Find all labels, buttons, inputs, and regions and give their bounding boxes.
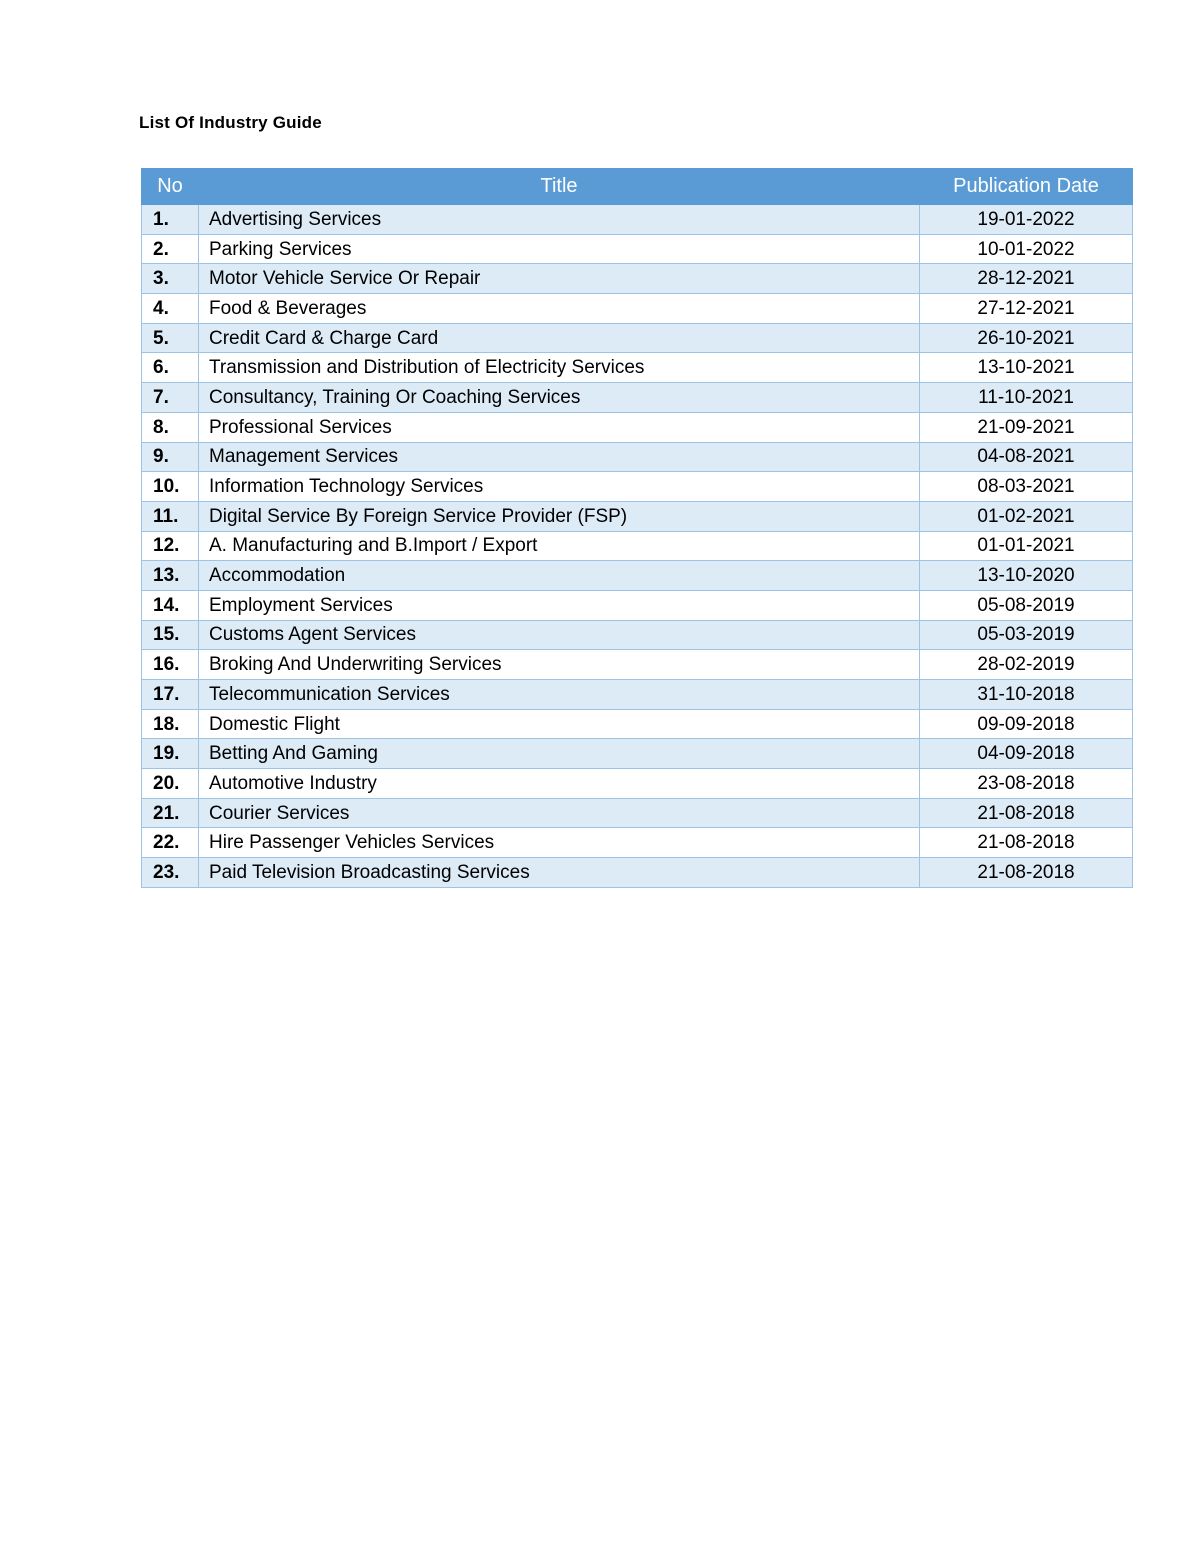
- row-title: Accommodation: [199, 561, 920, 591]
- row-publication-date: 08-03-2021: [920, 472, 1133, 502]
- table-row: [142, 680, 1133, 710]
- table-row: [142, 828, 1133, 858]
- row-number: 6.: [142, 353, 199, 383]
- row-publication-date: 28-02-2019: [920, 650, 1133, 680]
- table-row: [142, 531, 1133, 561]
- row-number: 3.: [142, 264, 199, 294]
- row-publication-date: 01-02-2021: [920, 501, 1133, 531]
- row-publication-date: 19-01-2022: [920, 205, 1133, 235]
- table-row: [142, 205, 1133, 235]
- header-publication-date: Publication Date: [920, 169, 1133, 205]
- document-title: List Of Industry Guide: [139, 113, 322, 132]
- table-row: [142, 412, 1133, 442]
- row-title: Automotive Industry: [199, 769, 920, 799]
- row-number: 9.: [142, 442, 199, 472]
- row-title: Courier Services: [199, 798, 920, 828]
- table-row: [142, 858, 1133, 888]
- table-row: [142, 353, 1133, 383]
- row-publication-date: 04-09-2018: [920, 739, 1133, 769]
- row-title: Betting And Gaming: [199, 739, 920, 769]
- row-title: Broking And Underwriting Services: [199, 650, 920, 680]
- row-publication-date: 31-10-2018: [920, 680, 1133, 710]
- row-publication-date: 13-10-2020: [920, 561, 1133, 591]
- row-title: Advertising Services: [199, 205, 920, 235]
- table-row: [142, 590, 1133, 620]
- table-row: [142, 798, 1133, 828]
- row-title: Professional Services: [199, 412, 920, 442]
- row-number: 21.: [142, 798, 199, 828]
- table-row: [142, 561, 1133, 591]
- table-row: [142, 472, 1133, 502]
- row-publication-date: 21-08-2018: [920, 858, 1133, 888]
- table-row: [142, 234, 1133, 264]
- table-row: [142, 739, 1133, 769]
- row-number: 4.: [142, 294, 199, 324]
- row-publication-date: 10-01-2022: [920, 234, 1133, 264]
- row-number: 18.: [142, 709, 199, 739]
- table-body: [142, 205, 1133, 888]
- row-publication-date: 21-08-2018: [920, 798, 1133, 828]
- row-publication-date: 27-12-2021: [920, 294, 1133, 324]
- row-number: 8.: [142, 412, 199, 442]
- row-number: 7.: [142, 383, 199, 413]
- row-number: 5.: [142, 323, 199, 353]
- row-publication-date: 05-03-2019: [920, 620, 1133, 650]
- row-title: Consultancy, Training Or Coaching Services: [199, 383, 920, 413]
- table-row: [142, 264, 1133, 294]
- row-title: Digital Service By Foreign Service Provider (FSP): [199, 501, 920, 531]
- row-title: Customs Agent Services: [199, 620, 920, 650]
- row-publication-date: 21-09-2021: [920, 412, 1133, 442]
- row-title: Hire Passenger Vehicles Services: [199, 828, 920, 858]
- header-no: No: [142, 169, 199, 205]
- row-title: Food & Beverages: [199, 294, 920, 324]
- table-header-row: [142, 169, 1133, 205]
- row-publication-date: 11-10-2021: [920, 383, 1133, 413]
- row-number: 16.: [142, 650, 199, 680]
- row-title: Information Technology Services: [199, 472, 920, 502]
- row-publication-date: 13-10-2021: [920, 353, 1133, 383]
- table-row: [142, 442, 1133, 472]
- row-number: 1.: [142, 205, 199, 235]
- table-row: [142, 294, 1133, 324]
- row-number: 13.: [142, 561, 199, 591]
- row-number: 17.: [142, 680, 199, 710]
- row-publication-date: 28-12-2021: [920, 264, 1133, 294]
- row-title: Transmission and Distribution of Electricity Services: [199, 353, 920, 383]
- row-title: Parking Services: [199, 234, 920, 264]
- row-number: 11.: [142, 501, 199, 531]
- table-row: [142, 323, 1133, 353]
- header-title: Title: [199, 169, 920, 205]
- row-publication-date: 21-08-2018: [920, 828, 1133, 858]
- row-number: 22.: [142, 828, 199, 858]
- row-title: Paid Television Broadcasting Services: [199, 858, 920, 888]
- row-number: 12.: [142, 531, 199, 561]
- row-number: 10.: [142, 472, 199, 502]
- row-number: 19.: [142, 739, 199, 769]
- row-title: Telecommunication Services: [199, 680, 920, 710]
- table-row: [142, 383, 1133, 413]
- table-row: [142, 501, 1133, 531]
- row-number: 20.: [142, 769, 199, 799]
- row-number: 14.: [142, 590, 199, 620]
- row-title: Employment Services: [199, 590, 920, 620]
- table-row: [142, 620, 1133, 650]
- table-row: [142, 650, 1133, 680]
- row-publication-date: 01-01-2021: [920, 531, 1133, 561]
- row-title: Management Services: [199, 442, 920, 472]
- row-publication-date: 04-08-2021: [920, 442, 1133, 472]
- row-title: Credit Card & Charge Card: [199, 323, 920, 353]
- row-number: 2.: [142, 234, 199, 264]
- row-number: 15.: [142, 620, 199, 650]
- table-row: [142, 769, 1133, 799]
- row-title: Motor Vehicle Service Or Repair: [199, 264, 920, 294]
- row-title: Domestic Flight: [199, 709, 920, 739]
- row-publication-date: 09-09-2018: [920, 709, 1133, 739]
- row-publication-date: 23-08-2018: [920, 769, 1133, 799]
- row-publication-date: 26-10-2021: [920, 323, 1133, 353]
- table-row: [142, 709, 1133, 739]
- industry-guide-table: [141, 168, 1133, 888]
- row-title: A. Manufacturing and B.Import / Export: [199, 531, 920, 561]
- row-number: 23.: [142, 858, 199, 888]
- row-publication-date: 05-08-2019: [920, 590, 1133, 620]
